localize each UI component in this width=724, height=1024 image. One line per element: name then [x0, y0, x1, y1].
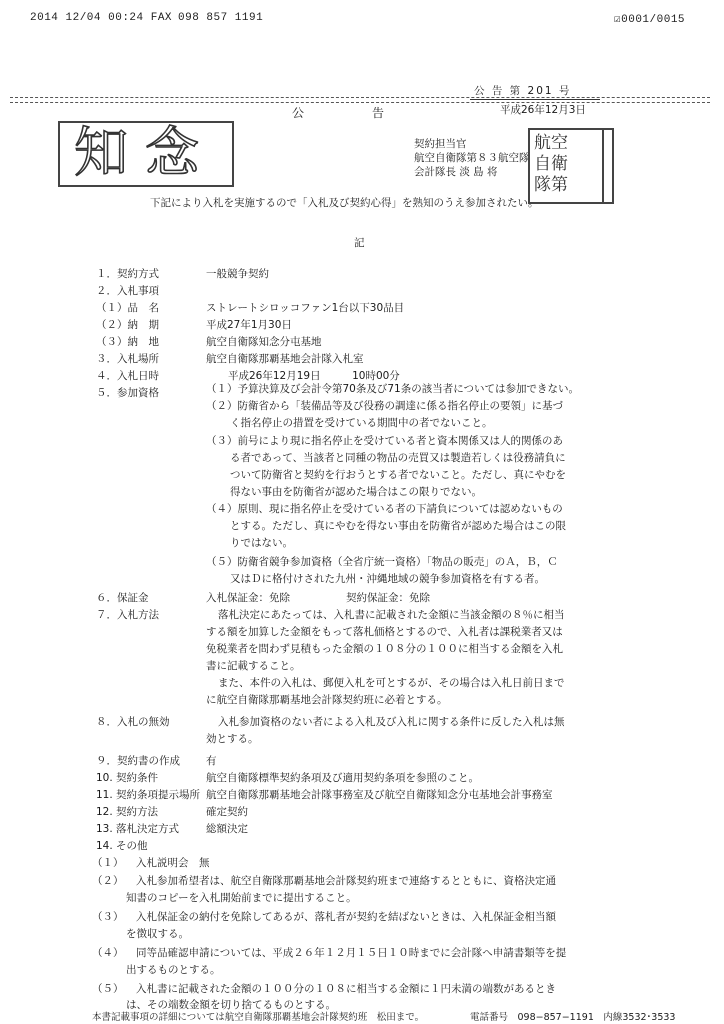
item-value: 総額決定 [206, 823, 248, 835]
qualification-line: 又はＤに格付けされた九州・沖縄地域の競争参加資格を有する者。 [230, 573, 545, 585]
other-text: 入札説明会 無 [136, 857, 210, 869]
item-label: 13. 落札決定方式 [96, 823, 180, 835]
official-seal [528, 128, 604, 204]
seal-char: 航空 [534, 133, 568, 153]
footer-detail-line: 本書記載事項の詳細については航空自衛隊那覇基地会計隊契約班 松田まで。 [92, 1012, 425, 1023]
item-value: 航空自衛隊那覇基地会計隊事務室及び航空自衛隊知念分屯基地会計事務室 [206, 789, 553, 801]
notice-number: 公 告 第 201 号 [474, 85, 572, 97]
invalid-line: 効とする。 [206, 733, 259, 745]
chinen-stamp-text: 知 念 [74, 121, 200, 184]
seal-char: 自衛 [534, 154, 568, 174]
guarantee-label: ６．保証金 [96, 592, 149, 604]
fax-date-time: 2014 12/04 00:24 FAX [30, 12, 173, 24]
item-label: （３）納 地 [96, 336, 159, 348]
method-line: 落札決定にあたっては、入札書に記載された金額に当該金額の８％に相当 [218, 609, 565, 621]
invalid-line: 入札参加資格のない者による入札及び入札に関する条件に反した入札は無 [218, 716, 565, 728]
contract-guarantee: 契約保証金：免除 [346, 592, 430, 604]
other-text: 入札書に記載された金額の１００分の１０８に相当する金額に１円未満の端数があるとき [136, 983, 556, 995]
other-num: （５） [92, 983, 124, 995]
qualification-line: （５）防衛省競争参加資格（全省庁統一資格）「物品の販売」のＡ，Ｂ，Ｃ [206, 556, 558, 568]
qualification-line: 得ない事由を防衛省が認めた場合はこの限りでない。 [230, 486, 482, 498]
invalid-label: ８．入札の無効 [96, 716, 170, 728]
method-line: 書に記載すること。 [206, 660, 301, 672]
item-label: １．契約方式 [96, 268, 159, 280]
item-label: 14. その他 [96, 840, 148, 852]
qualification-line: る者であって、当該者と同種の物品の売買又は製造若しくは役務請負に [230, 452, 566, 464]
other-text: 入札保証金の納付を免除してあるが、落札者が契約を結ばないときは、入札保証金相当額 [136, 911, 556, 923]
method-line: 免税業者を問わず見積もった金額の１０８分の１００に相当する金額を入札 [206, 643, 563, 655]
qualification-line: （１）予算決算及び会計令第70条及び71条の該当者については参加できない。 [206, 383, 580, 395]
qualification-line: （３）前号により現に指名停止を受けている者と資本関係又は人的関係のあ [206, 435, 563, 447]
seal-edge [604, 128, 614, 204]
other-text: 出するものとする。 [126, 964, 221, 976]
item-label: （２）納 期 [96, 319, 159, 331]
item-value: 確定契約 [206, 806, 248, 818]
item-label: 11. 契約条項提示場所 [96, 789, 201, 801]
qualification-line: とする。ただし、真にやむを得ない事由を防衛省が認めた場合はこの限 [230, 520, 566, 532]
bid-guarantee: 入札保証金：免除 [206, 592, 290, 604]
method-line: また、本件の入札は、郵便入札を可とするが、その場合は入札日前日まで [218, 677, 565, 689]
item-value: ストレートシロッコファン1台以下30品目 [206, 302, 405, 314]
fax-number: 098 857 1191 [178, 12, 264, 24]
item-label: 12. 契約方法 [96, 806, 159, 818]
item-label: ９．契約書の作成 [96, 755, 180, 767]
dotted-rule-bottom [10, 102, 710, 103]
issuer-unit: 航空自衛隊第８３航空隊 [414, 152, 530, 164]
item-label: ３．入札場所 [96, 353, 159, 365]
item-value: 航空自衛隊那覇基地会計隊入札室 [206, 353, 364, 365]
seal-char: 隊第 [534, 175, 568, 195]
footer-phone: 電話番号 098−857−1191 内線3532･3533 [470, 1012, 676, 1023]
notice-date: 平成26年12月3日 [500, 104, 586, 116]
method-line: する額を加算した金額をもって落札価格とするので、入札者は課税業者又は [206, 626, 563, 638]
issuer-name: 会計隊長 淡 島 将 [414, 166, 498, 178]
fax-page-counter: ☑0001/0015 [614, 14, 686, 26]
other-num: （４） [92, 947, 124, 959]
item-label: （１）品 名 [96, 302, 159, 314]
other-text: は、その端数金額を切り捨てるものとする。 [126, 999, 336, 1011]
qualification-line: ついて防衛省と契約を行おうとする者でないこと。ただし、真にやむを [230, 469, 566, 481]
item-value: 平成26年12月19日 10時00分 [228, 370, 400, 382]
notice-number-underline [470, 99, 600, 100]
notice-title-1: 公 [292, 106, 305, 120]
other-num: （１） [92, 857, 124, 869]
item-value: 有 [206, 755, 217, 767]
other-num: （２） [92, 875, 124, 887]
notice-title-2: 告 [372, 106, 385, 120]
method-label: ７．入札方法 [96, 609, 159, 621]
ki-heading: 記 [354, 237, 365, 249]
other-num: （３） [92, 911, 124, 923]
other-text: 入札参加希望者は、航空自衛隊那覇基地会計隊契約班まで連絡するとともに、資格決定通 [136, 875, 556, 887]
issuer-title: 契約担当官 [414, 138, 467, 150]
item-value: 平成27年1月30日 [206, 319, 292, 331]
item-label: ４．入札日時 [96, 370, 159, 382]
other-text: を徴収する。 [126, 928, 189, 940]
item-label: ５．参加資格 [96, 387, 159, 399]
qualification-line: （２）防衛省から「装備品等及び役務の調達に係る指名停止の要領」に基づ [206, 400, 563, 412]
item-value: 一般競争契約 [206, 268, 269, 280]
item-value: 航空自衛隊知念分屯基地 [206, 336, 322, 348]
other-text: 同等品確認申請については、平成２６年１２月１５日１０時までに会計隊へ申請書類等を提 [136, 947, 567, 959]
method-line: に航空自衛隊那覇基地会計隊契約班に必着とする。 [206, 694, 448, 706]
intro-text: 下記により入札を実施するので「入札及び契約心得」を熟知のうえ参加されたい。 [150, 197, 539, 209]
qualification-line: （４）原則、現に指名停止を受けている者の下請負については認めないもの [206, 503, 563, 515]
item-value: 航空自衛隊標準契約条項及び適用契約条項を参照のこと。 [206, 772, 479, 784]
other-text: 知書のコピーを入札開始前までに提出すること。 [126, 892, 357, 904]
chinen-stamp [58, 121, 234, 187]
qualification-line: りではない。 [230, 537, 293, 549]
item-label: ２．入札事項 [96, 285, 159, 297]
qualification-line: く指名停止の措置を受けている期間中の者でないこと。 [230, 417, 493, 429]
dotted-rule-top [10, 97, 710, 98]
item-label: 10. 契約条件 [96, 772, 159, 784]
